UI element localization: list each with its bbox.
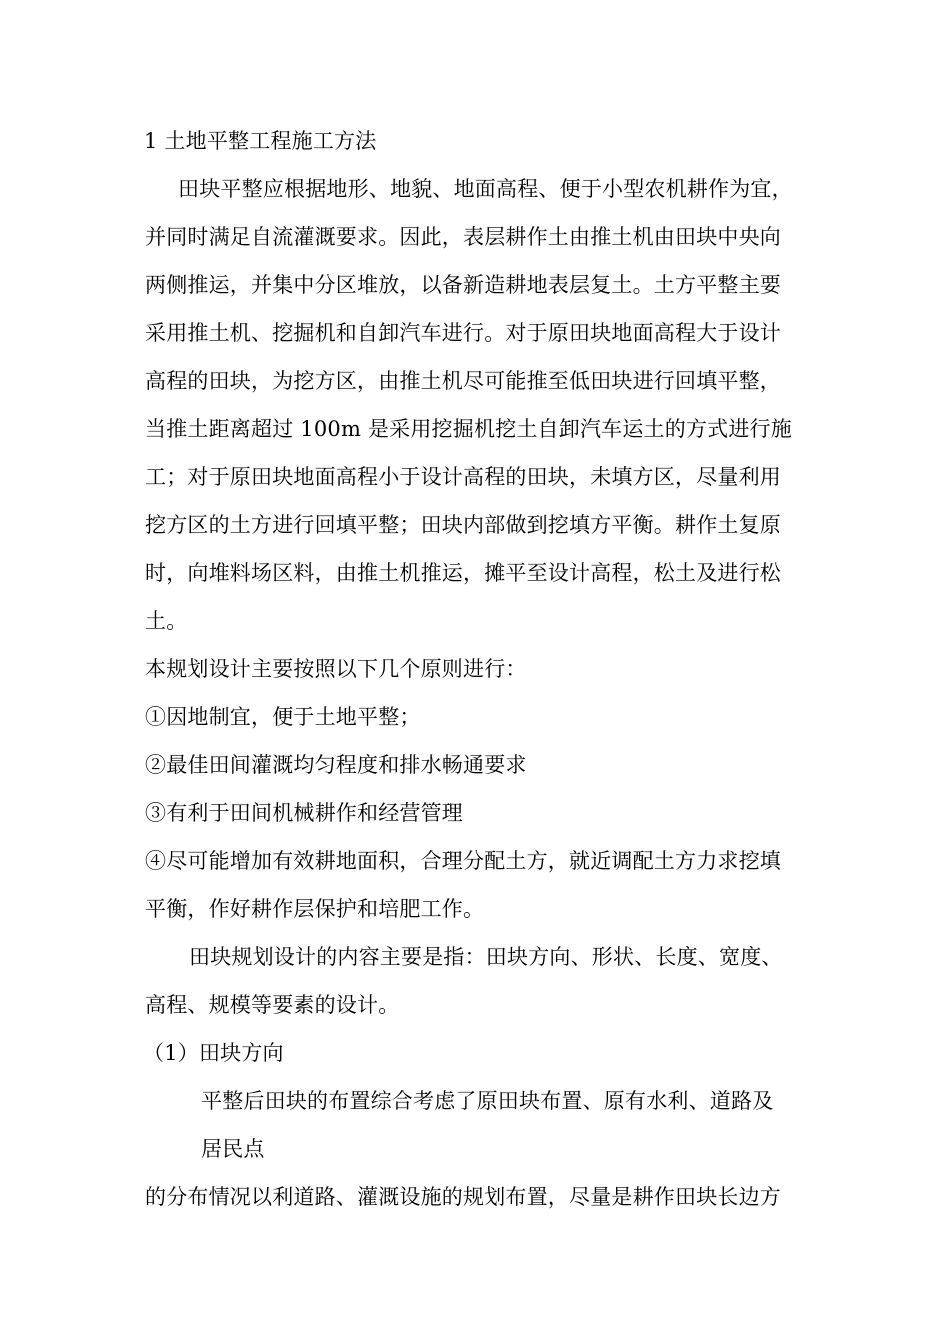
principles-intro: 本规划设计主要按照以下几个原则进行： [145, 657, 527, 681]
paragraph-line: 并同时满足自流灌溉要求。因此，表层耕作土由推土机由田块中央向 [145, 225, 781, 249]
paragraph-line: 高程、规模等要素的设计。 [145, 993, 400, 1017]
principle-item: ①因地制宜，便于土地平整； [145, 705, 421, 729]
paragraph-line: 当推土距离超过 100m 是采用挖掘机挖土自卸汽车运土的方式进行施 [145, 417, 792, 441]
paragraph-line: 田块规划设计的内容主要是指：田块方向、形状、长度、宽度、 [189, 945, 783, 969]
principle-item-continuation: 平衡，作好耕作层保护和培肥工作。 [145, 897, 485, 921]
paragraph-line: 土。 [145, 609, 188, 633]
paragraph-line: 采用推土机、挖掘机和自卸汽车进行。对于原田块地面高程大于设计 [145, 321, 781, 345]
paragraph-line: 挖方区的土方进行回填平整；田块内部做到挖填方平衡。耕作土复原 [145, 513, 781, 537]
principle-item: ④尽可能增加有效耕地面积，合理分配土方，就近调配土方力求挖填 [145, 849, 781, 873]
principle-item: ③有利于田间机械耕作和经营管理 [145, 801, 463, 825]
paragraph-line: 居民点 [201, 1137, 265, 1161]
section-heading: 1 土地平整工程施工方法 [144, 129, 377, 153]
paragraph-line: 工；对于原田块地面高程小于设计高程的田块，未填方区，尽量利用 [145, 465, 781, 489]
subheading: （1）田块方向 [143, 1041, 284, 1065]
paragraph-line: 时，向堆料场区料，由推土机推运，摊平至设计高程，松土及进行松 [145, 561, 781, 585]
principle-item: ②最佳田间灌溉均匀程度和排水畅通要求 [145, 753, 527, 777]
paragraph-line: 的分布情况以利道路、灌溉设施的规划布置，尽量是耕作田块长边方 [145, 1185, 781, 1209]
paragraph-line: 田块平整应根据地形、地貌、地面高程、便于小型农机耕作为宜， [178, 177, 793, 201]
paragraph-line: 两侧推运，并集中分区堆放，以备新造耕地表层复土。土方平整主要 [145, 273, 781, 297]
paragraph-line: 平整后田块的布置综合考虑了原田块布置、原有水利、道路及 [201, 1089, 774, 1113]
paragraph-line: 高程的田块，为挖方区，由推土机尽可能推至低田块进行回填平整， [145, 369, 781, 393]
